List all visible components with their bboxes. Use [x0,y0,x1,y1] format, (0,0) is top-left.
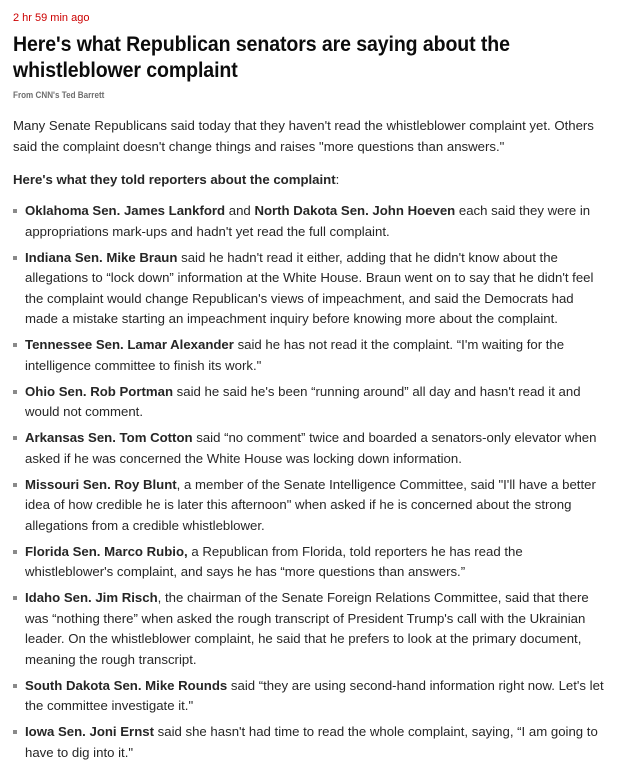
bullet-icon [13,436,17,440]
senator-name: Ohio Sen. Rob Portman [25,383,173,399]
list-text: said she hasn't had time to read the whole complaint, saying, “I am going to have to dig into it." [25,724,598,760]
senator-name: Missouri Sen. Roy Blunt [25,476,177,492]
list-item [13,475,605,537]
subhead-tail: : [335,172,340,187]
subhead-bold: Here's what they told reporters about the complaint [13,172,336,187]
bullet-icon [13,390,17,394]
bullet-icon [13,256,17,260]
list-text: a Republican from Florida, told reporters he has read the whistleblower's complaint, and says he has “more questions than answers.” [25,543,523,579]
list-item [13,201,605,242]
list-text: said he has not read it the complaint. “I'm waiting for the intelligence committee to finish its work." [25,337,565,373]
list-item [13,335,605,376]
list-text: , a member of the Senate Intelligence Committee, said "I'll have a better idea of how credible he is later this afternoon" when asked if he is concerned about the strong allegations from a credible whistleblower. [25,476,596,533]
senator-name: North Dakota Sen. John Hoeven [254,203,456,218]
list-item [13,542,605,583]
post-subhead [13,170,605,190]
bullet-icon [13,209,17,213]
list-item [13,428,605,469]
bullet-icon [13,483,17,487]
post-intro: Many Senate Republicans said today that they haven't read the whistleblower complaint yet. Others said the complaint doesn't change things and raises "more questions than answers." [13,118,594,154]
list-item [13,676,605,717]
senator-name: South Dakota Sen. Mike Rounds [25,677,228,693]
bullet-icon [13,684,17,688]
senator-name: Florida Sen. Marco Rubio, [25,543,188,559]
bullet-icon [13,596,17,600]
list-item [13,722,605,763]
list-text: said “no comment” twice and boarded a senators-only elevator when asked if he was concerned the White House was locking down information. [25,430,597,466]
bullet-icon [13,550,17,554]
post-headline: Here's what Republican senators are saying about the whistleblower complaint [13,33,510,82]
senator-name: Indiana Sen. Mike Braun [25,249,178,265]
senator-name: Oklahoma Sen. James Lankford [25,203,226,218]
senator-name: Iowa Sen. Joni Ernst [25,724,154,739]
senator-name: Tennessee Sen. Lamar Alexander [25,337,234,352]
list-item [13,248,605,330]
senator-name: Idaho Sen. Jim Risch [25,590,158,605]
list-item [13,382,605,423]
bullet-icon [13,730,17,734]
list-text: said “they are using second-hand information right now. Let's let the committee investigate it." [25,677,604,713]
senator-name: Arkansas Sen. Tom Cotton [25,430,193,445]
list-text: said he said he's been “running around” all day and hasn't read it and would not comment. [25,383,581,419]
list-item [13,588,605,670]
bullet-icon [13,343,17,347]
list-text: each said they were in appropriations mark-ups and hadn't yet read the full complaint. [25,203,591,239]
post-timestamp: 2 hr 59 min ago [13,12,90,24]
list-text: , the chairman of the Senate Foreign Relations Committee, said that there was “nothing there” when asked the rough transcript of President Trump's call with the Ukrainian leader. On the whistleblower complaint, he said that he prefers to look at the primary document, meaning the rough transcript. [25,590,589,667]
list-text: and [225,203,255,218]
list-text: said he hadn't read it either, adding that he didn't know about the allegations to “lock down” information at the White House. Braun went on to say that he didn't feel the complaint would change Republican's views of impeachment, and said the Democrats had made a mistake starting an impeachment inquiry before knowing more about the complaint. [25,249,594,326]
senator-list [13,201,605,763]
post-byline: From CNN's Ted Barrett [13,90,105,100]
